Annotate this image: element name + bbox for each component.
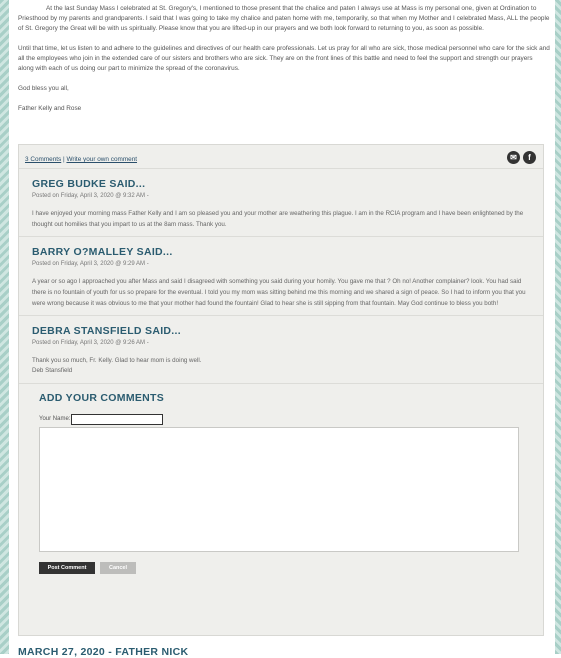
share-icons (507, 151, 536, 164)
next-post-title[interactable]: MARCH 27, 2020 - FATHER NICK (18, 646, 189, 658)
comment-body: Thank you so much, Fr. Kelly. Glad to hear mom is doing well. (32, 357, 202, 364)
post-paragraph: At the last Sunday Mass I celebrated at St. Gregory's, I mentioned to those present that the chalice and paten I always use at Mass is my personal one, given at Ordination to Priesthood by my parents and grandparents. I said that I was going to take my chalice and paten home with me, temporarily, so that when my Mother and I celebrated Mass, ALL the people of St. Gregory the Great will be with us spiritually. Please know that you are lifted-up in our prayers and we both look forward to returning to you, as soon as possible. (18, 5, 550, 32)
comment-date: Posted on Friday, April 3, 2020 @ 9:26 AM - (32, 340, 149, 346)
decorative-left-border (0, 0, 9, 654)
comment-date: Posted on Friday, April 3, 2020 @ 9:32 AM - (32, 193, 149, 199)
form-buttons (39, 562, 523, 574)
add-comments-title: ADD YOUR COMMENTS (39, 392, 165, 404)
comment-body: A year or so ago I approached you after Mass and said I disagreed with something you said during your homily. You gave me that ? Oh no! Another complainer? look. You had said there is no fountain of youth for us so prepare for the eventual. I told you my mom was sitting behind me this morning and we shared a sign of peace. So I had to inform you that you were wrong because it was obvious to me that your mother had found the fountain! Glad to hear she is still sipping from that fountain. May God continue to bless you both! (32, 278, 526, 307)
add-comment-form (19, 384, 543, 574)
comment-item (19, 169, 543, 237)
comment-textarea[interactable] (39, 427, 519, 552)
write-comment-link[interactable]: Write your own comment (66, 156, 138, 163)
post-paragraph: Until that time, let us listen to and adhere to the guidelines and directives of our health care professionals. Let us pray for all who are sick, those medical personnel who care for the sick and all the employees who join in the extended care of our sisters and brothers who are sick. They are on the front lines of this battle and need to feel the support and strength our prayers along with each of us doing our part to minimize the spread of the coronavirus. (18, 45, 550, 72)
facebook-icon[interactable]: f (523, 151, 536, 164)
decorative-right-border (555, 0, 561, 654)
link-separator: | (63, 156, 65, 163)
cancel-button[interactable]: Cancel (100, 562, 136, 574)
post-paragraph: God bless you all, (18, 85, 69, 92)
comment-signature: Deb Stansfield (32, 367, 73, 374)
post-body (18, 0, 550, 124)
comments-header (19, 145, 543, 169)
email-icon[interactable]: ✉ (507, 151, 520, 164)
comment-author: BARRY O?MALLEY SAID... (32, 246, 173, 258)
post-signature: Father Kelly and Rose (18, 105, 82, 112)
name-row (39, 414, 523, 424)
comments-links (25, 156, 137, 163)
comment-author: GREG BUDKE SAID... (32, 178, 146, 190)
name-input[interactable] (71, 414, 163, 425)
comments-section (18, 144, 544, 636)
comment-body: I have enjoyed your morning mass Father Kelly and I am so pleased you and your mother are weathering this plague. I am in the RCIA program and I have been enlightened by the thought out homilies that you impart to us at the 8am mass. Thank you. (32, 210, 524, 228)
comment-item (19, 237, 543, 316)
comment-date: Posted on Friday, April 3, 2020 @ 9:29 AM - (32, 261, 149, 267)
comments-count-link[interactable]: 3 Comments (25, 156, 62, 163)
post-comment-button[interactable]: Post Comment (39, 562, 95, 574)
comment-author: DEBRA STANSFIELD SAID... (32, 325, 181, 337)
comment-item (19, 316, 543, 384)
name-label: Your Name: (39, 416, 71, 422)
